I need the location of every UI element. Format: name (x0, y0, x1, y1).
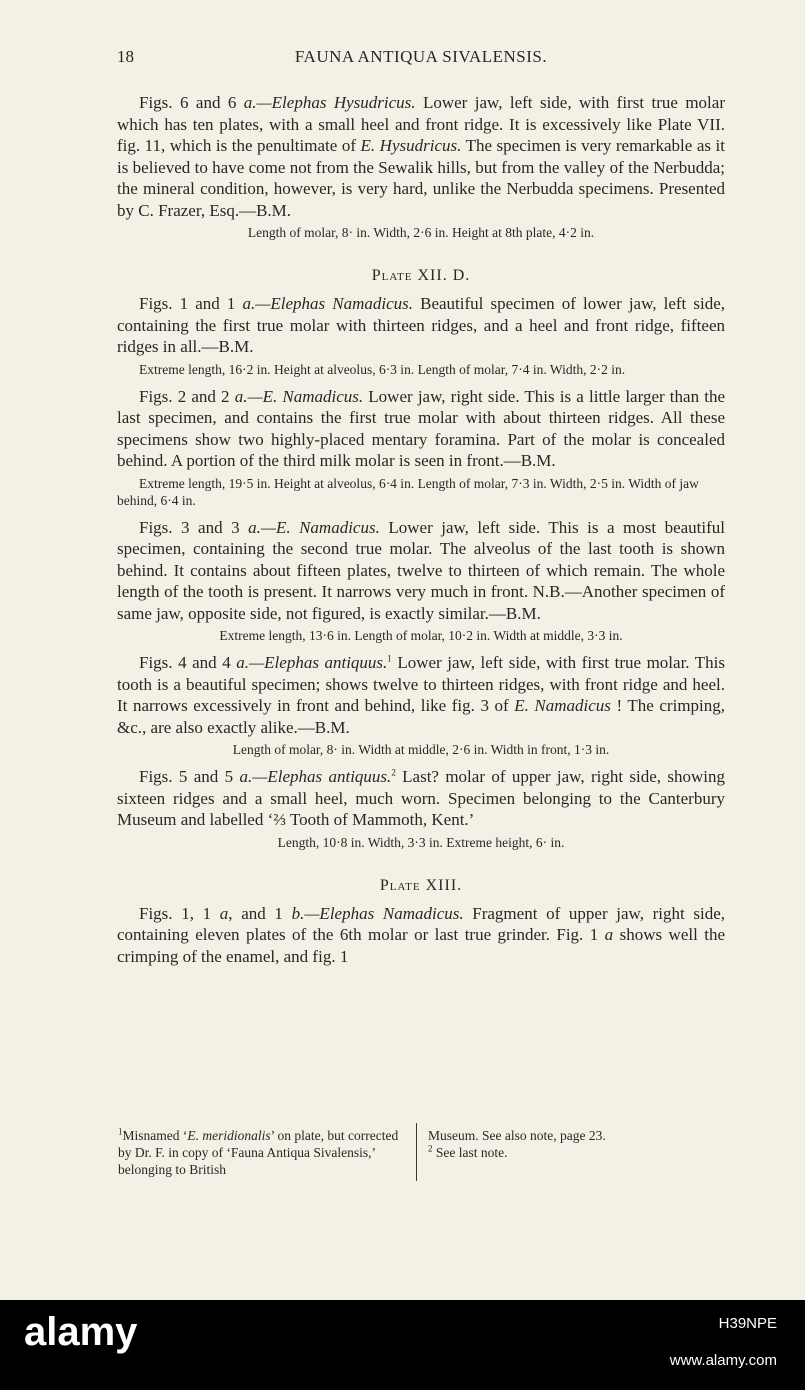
page-header (117, 47, 725, 73)
stock-watermark-bar (0, 1300, 805, 1390)
measurement-figs-6: Length of molar, 8· in. Width, 2·6 in. Height at 8th plate, 4·2 in. (247, 225, 595, 240)
measurement-figs-3: Extreme length, 13·6 in. Length of molar, 10·2 in. Width at middle, 3·3 in. (219, 628, 623, 643)
paragraph-figs-5: Figs. 5 and 5 a.—Elephas antiquus.$^2$ Last? molar of upper jaw, right side, showing sixteen ridges and a small heel, much worn. Specimen belonging to the Canterbury Museum and labelled ‘⅔ Tooth of Mammoth, Kent.’ (117, 767, 726, 829)
paragraph-figs-6: Figs. 6 and 6 a.—Elephas Hysudricus. Lower jaw, left side, with first true molar which has ten plates, with a small heel and front ridge. It is excessively like Plate VII. fig. 11, which is the penultimate of E. Hysudricus. The specimen is very remarkable as it is believed to have come not from the Sewalik hills, but from the valley of the Nerbudda; the mineral condition, however, is very hard, unlike the Nerbudda specimens. Presented by C. Frazer, Esq.—B.M. (117, 93, 725, 220)
alamy-logo: alamy (24, 1310, 138, 1354)
image-id: H39NPE (718, 1315, 777, 1332)
footnote-1: $^1$Misnamed ‘E. meridionalis’ on plate, but corrected by Dr. F. in copy of ‘Fauna Antiqua Sivalensis,’ belonging to British (118, 1126, 399, 1177)
plate-heading-xiii: Plate XIII. (379, 876, 463, 894)
footnote-ref-1: 1 (387, 653, 392, 664)
footnote-2: Museum. See also note, page 23. $^2$ See last note. (428, 1128, 606, 1160)
measurement-figs-5: Length, 10·8 in. Width, 3·3 in. Extreme height, 6· in. (277, 834, 565, 850)
paragraph-figs-1: Figs. 1 and 1 a.—Elephas Namadicus. Beautiful specimen of lower jaw, left side, containing the first true molar with thirteen ridges, and a heel and front ridge, fifteen ridges in all.—B.M. (117, 294, 726, 356)
measurement-figs-4: Length of molar, 8· in. Width at middle, 2·6 in. Width in front, 1·3 in. (232, 742, 610, 757)
footnote-ref-2: 2 (391, 767, 396, 778)
measurement-figs-1: Extreme length, 16·2 in. Height at alveolus, 6·3 in. Length of molar, 7·4 in. Width, 2·2 in. (139, 361, 626, 377)
running-title: FAUNA ANTIQUA SIVALENSIS. (294, 47, 548, 66)
measurement-figs-2: Extreme length, 19·5 in. Height at alveolus, 6·4 in. Length of molar, 7·3 in. Width, 2·5 in. Width of jaw behind, 6·4 in. (117, 475, 699, 508)
paragraph-figs-2: Figs. 2 and 2 a.—E. Namadicus. Lower jaw, right side. This is a little larger than the last specimen, and contains the first true molar with about thirteen ridges. All these specimens show two highly-placed mentary foramina. Part of the molar is concealed behind. A portion of the third milk molar is seen in front.—B.M. (117, 386, 725, 470)
footnote-divider (416, 1123, 417, 1181)
page-number: 18 (117, 47, 134, 66)
main-text (117, 92, 725, 967)
watermark-url: www.alamy.com (669, 1352, 777, 1369)
paragraph-figs-3: Figs. 3 and 3 a.—E. Namadicus. Lower jaw, left side. This is a most beautiful specimen, containing the second true molar. The alveolus of the last tooth is shown behind. It contains about fifteen plates, twelve to thirteen of which remain. The whole length of the tooth is present. It narrows very much in front. N.B.—Another specimen of same jaw, opposite side, not figured, is exactly similar.—B.M. (117, 517, 725, 623)
paragraph-plate-xiii-figs-1: Figs. 1, 1 a, and 1 b.—Elephas Namadicus. Fragment of upper jaw, right side, containing eleven plates of the 6th molar or last true grinder. Fig. 1 a shows well the crimping of the enamel, and fig. 1 (117, 903, 726, 966)
paragraph-figs-4: Figs. 4 and 4 a.—Elephas antiquus.$^1$ Lower jaw, left side, with first true molar. This tooth is a beautiful specimen; shows twelve to thirteen ridges, with front ridge and heel. It narrows excessively in front and behind, like fig. 3 of E. Namadicus ! The crimping, &c., are also exactly alike.—B.M. (117, 653, 726, 737)
plate-heading-xii-d: Plate XII. D. (371, 267, 471, 284)
